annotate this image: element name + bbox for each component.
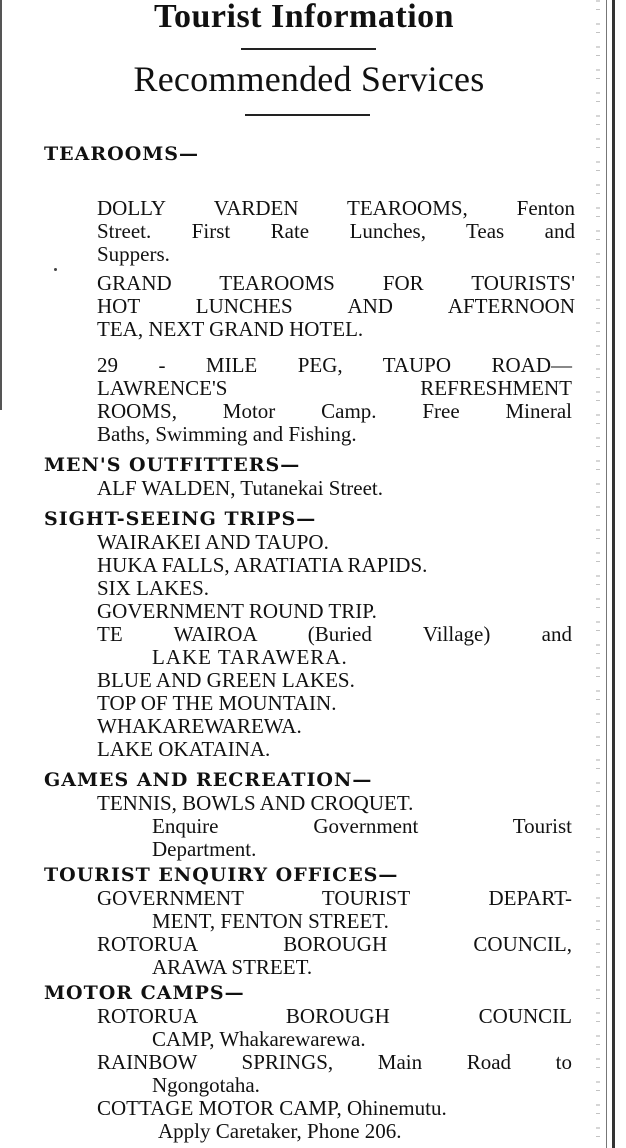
section-heading-sightseeing: SIGHT-SEEING TRIPS— [44, 508, 317, 530]
listing-line: COTTAGE MOTOR CAMP, Ohinemutu. [97, 1096, 447, 1120]
listing-line: HUKA FALLS, ARATIATIA RAPIDS. [97, 553, 428, 577]
section-heading-enquiry: TOURIST ENQUIRY OFFICES— [44, 864, 399, 886]
listing-line: MENT, FENTON STREET. [152, 909, 389, 933]
listing-line: Ngongotaha. [152, 1073, 260, 1097]
page-title-text: Tourist Information [153, 0, 455, 35]
listing-line: WAIRAKEI AND TAUPO. [97, 530, 329, 554]
section-heading-games: GAMES AND RECREATION— [44, 769, 373, 791]
listing-line: Street. First Rate Lunches, Teas and [97, 219, 575, 243]
listing-line: LAKE TARAWERA. [152, 645, 348, 669]
print-speck [54, 268, 57, 271]
listing-line: LAWRENCE'S REFRESHMENT [97, 376, 572, 400]
listing-line: Baths, Swimming and Fishing. [97, 422, 357, 446]
listing-line: ROTORUA BOROUGH COUNCIL [97, 1004, 572, 1028]
listing-line: GOVERNMENT ROUND TRIP. [97, 599, 377, 623]
page-subtitle [0, 58, 626, 100]
right-column-rule [612, 0, 615, 1148]
section-heading-camps: MOTOR CAMPS— [44, 982, 245, 1004]
listing-line: 29 - MILE PEG, TAUPO ROAD— [97, 353, 572, 377]
listing-line: WHAKAREWAREWA. [97, 714, 302, 738]
listing-line: TOP OF THE MOUNTAIN. [97, 691, 337, 715]
listing-line: ROOMS, Motor Camp. Free Mineral [97, 399, 572, 423]
listing-line: GOVERNMENT TOURIST DEPART- [97, 886, 572, 910]
section-heading-outfitters: MEN'S OUTFITTERS— [44, 454, 301, 476]
listing-line: TENNIS, BOWLS AND CROQUET. [97, 791, 414, 815]
listing-line: RAINBOW SPRINGS, Main Road to [97, 1050, 572, 1074]
listing-line: HOT LUNCHES AND AFTERNOON [97, 294, 575, 318]
listing-line: Apply Caretaker, Phone 206. [158, 1119, 402, 1143]
listing-line: TE WAIROA (Buried Village) and [97, 622, 572, 646]
listing-line: SIX LAKES. [97, 576, 210, 600]
listing-line: ALF WALDEN, Tutanekai Street. [97, 476, 384, 500]
subtitle-divider [245, 114, 370, 116]
listing-line: GRAND TEAROOMS FOR TOURISTS' [97, 271, 575, 295]
listing-line: Department. [152, 837, 257, 861]
listing-line: ARAWA STREET. [152, 955, 313, 979]
listing-line: BLUE AND GREEN LAKES. [97, 668, 355, 692]
right-edge-speckle [596, 0, 600, 1148]
listing-line: TEA, NEXT GRAND HOTEL. [97, 317, 364, 341]
listing-line: LAKE OKATAINA. [97, 737, 271, 761]
listing-line: CAMP, Whakarewarewa. [152, 1027, 366, 1051]
section-heading-tearooms: TEAROOMS— [44, 143, 200, 165]
title-divider [241, 48, 376, 50]
listing-line: ROTORUA BOROUGH COUNCIL, [97, 932, 572, 956]
listing-line: Suppers. [97, 242, 170, 266]
page-subtitle-text: Recommended Services [133, 59, 485, 99]
listing-line: DOLLY VARDEN TEAROOMS, Fenton [97, 196, 575, 220]
page-title [0, 0, 626, 36]
listing-line: Enquire Government Tourist [152, 814, 572, 838]
right-column-rule-thin [606, 0, 607, 1148]
